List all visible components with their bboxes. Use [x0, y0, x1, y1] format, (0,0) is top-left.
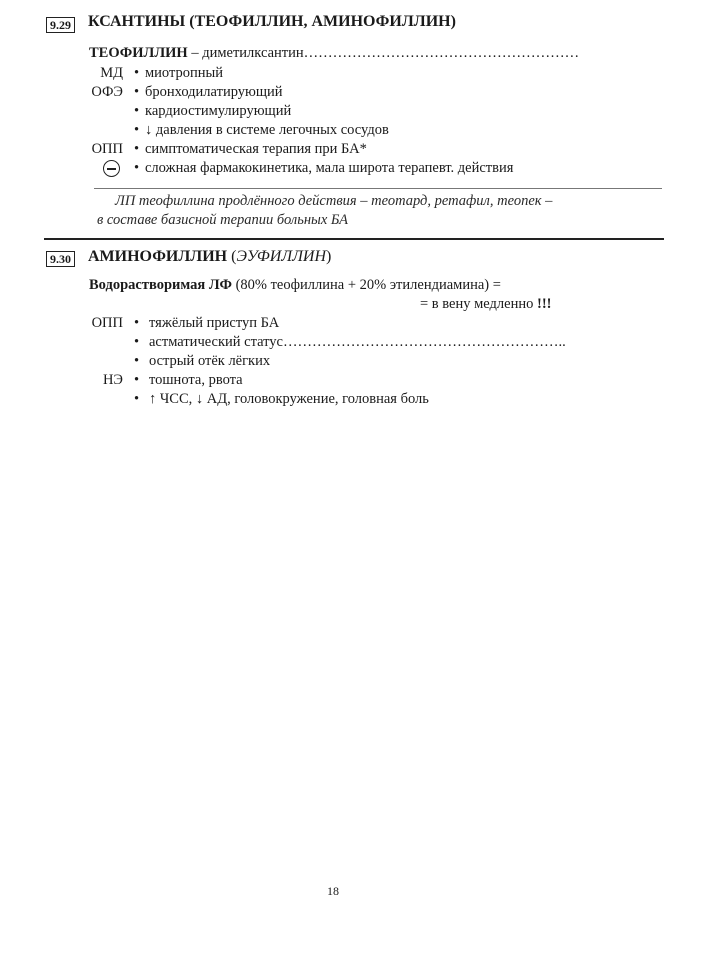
drug-name-theophylline: ТЕОФИЛЛИН: [89, 45, 188, 61]
label-ofe: ОФЭ: [91, 84, 123, 100]
list-item: миотропный: [145, 65, 224, 81]
bullet: •: [134, 141, 140, 157]
list-item: симптоматическая терапия при БА*: [145, 141, 367, 157]
section-number-9-29: 9.29: [46, 17, 75, 33]
bullet: •: [134, 334, 140, 350]
list-item: сложная фармакокинетика, мала широта терапевт. действия: [145, 160, 514, 176]
bullet: •: [134, 353, 140, 369]
label-opp: ОПП: [91, 141, 123, 157]
bullet: •: [134, 391, 140, 407]
list-item: кардиостимулирующий: [145, 103, 292, 119]
section-number-9-30: 9.30: [46, 251, 75, 267]
bullet: •: [134, 160, 140, 176]
bullet: •: [134, 103, 140, 119]
label-ne: НЭ: [102, 372, 123, 388]
section-divider: [44, 238, 664, 240]
divider: [94, 188, 662, 189]
theophylline-definition: [89, 45, 579, 62]
list-item: острый отёк лёгких: [149, 353, 271, 369]
title-bold: АМИНОФИЛЛИН: [88, 248, 228, 265]
dosage-form-line-2: [420, 296, 551, 313]
list-item: тошнота, рвота: [149, 372, 243, 388]
dosage-form-route: = в вену медленно: [420, 296, 537, 312]
bullet: •: [134, 122, 140, 138]
dosage-form-emphasis: !!!: [536, 296, 552, 312]
list-item: бронходилатирующий: [145, 84, 283, 100]
bullet: •: [134, 65, 140, 81]
page-number: 18: [327, 884, 339, 898]
dosage-form-composition: (80% теофиллина + 20% этилендиамина) =: [231, 277, 501, 293]
section-title-xanthines: КСАНТИНЫ (ТЕОФИЛЛИН, АМИНОФИЛЛИН): [88, 13, 456, 30]
section-title-aminophylline: [88, 248, 331, 266]
label-opp: ОПП: [91, 315, 123, 331]
title-paren-open: (: [227, 248, 237, 265]
bullet: •: [134, 372, 140, 388]
list-item: ↓ давления в системе легочных сосудов: [145, 122, 389, 138]
bullet: •: [134, 315, 140, 331]
dosage-form-line-1: [89, 277, 501, 294]
title-paren-close: ): [326, 248, 332, 265]
list-item: тяжёлый приступ БА: [149, 315, 280, 331]
minus-circle-icon: [103, 160, 120, 177]
note-line-2: в составе базисной терапии больных БА: [97, 212, 348, 228]
title-italic: ЭУФИЛЛИН: [236, 248, 327, 265]
dosage-form-label: Водорастворимая ЛФ: [89, 277, 232, 293]
list-item: астматический статус…………………………………………………..: [149, 334, 566, 350]
note-line-1: ЛП теофиллина продлённого действия – теотард, ретафил, теопек –: [115, 193, 553, 209]
list-item: ↑ ЧСС, ↓ АД, головокружение, головная боль: [149, 391, 429, 407]
bullet: •: [134, 84, 140, 100]
label-md: МД: [100, 65, 123, 81]
drug-description: – диметилксантин…………………………………………………: [187, 45, 580, 61]
